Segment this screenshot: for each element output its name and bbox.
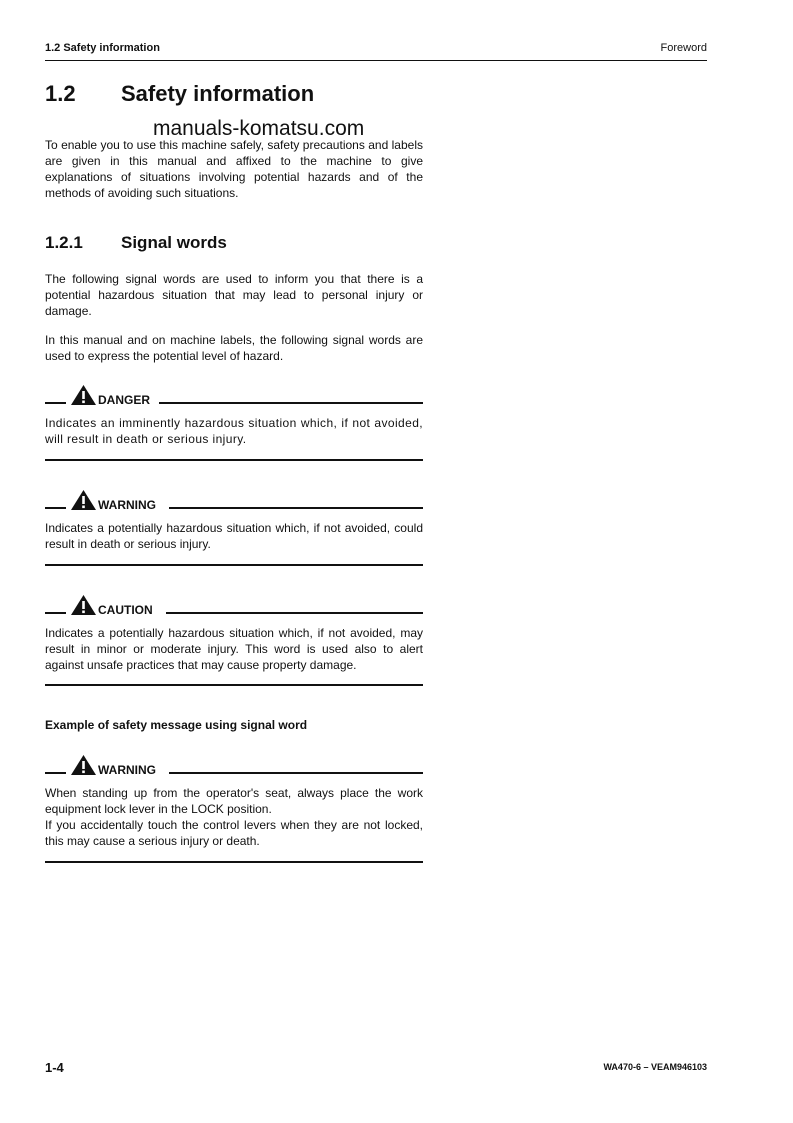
danger-bottom-rule bbox=[45, 459, 423, 461]
example-title: Example of safety message using signal word bbox=[45, 718, 308, 732]
danger-heading bbox=[45, 385, 423, 407]
watermark: manuals-komatsu.com bbox=[153, 117, 365, 140]
subsection-number: 1.2.1 bbox=[45, 233, 83, 252]
subsection-text: Signal words bbox=[121, 233, 227, 252]
caution-bottom-rule bbox=[45, 684, 423, 686]
caution-description: Indicates a potentially hazardous situation which, if not avoided, may result in minor or moderate injury. This word is used also to alert against unsafe practices that may cause property damage. bbox=[45, 626, 423, 672]
example-message-line-2: If you accidentally touch the control levers when they are not locked, this may cause a serious injury or death. bbox=[45, 818, 423, 848]
warning-triangle-icon bbox=[70, 384, 97, 406]
danger-label: DANGER bbox=[98, 393, 151, 407]
example-warning-label: WARNING bbox=[98, 763, 156, 777]
signal-intro-paragraph-2: In this manual and on machine labels, the following signal words are used to express the potential level of hazard. bbox=[45, 333, 423, 363]
warning-bottom-rule bbox=[45, 564, 423, 566]
warning-triangle-icon bbox=[70, 754, 97, 776]
example-message-line-1: When standing up from the operator's seat, always place the work equipment lock lever in the LOCK position. bbox=[45, 786, 423, 816]
subsection-title bbox=[45, 233, 227, 253]
caution-label: CAUTION bbox=[98, 603, 153, 617]
page-title-number: 1.2 bbox=[45, 81, 76, 106]
signal-intro-paragraph-1: The following signal words are used to inform you that there is a potential hazardous situation that may lead to personal injury or damage. bbox=[45, 272, 423, 318]
danger-description: Indicates an imminently hazardous situation which, if not avoided, will result in death or serious injury. bbox=[45, 416, 423, 446]
caution-heading bbox=[45, 595, 423, 617]
header-section-title: 1.2 Safety information bbox=[45, 42, 160, 54]
document-code: WA470-6 – VEAM946103 bbox=[603, 1062, 707, 1072]
warning-triangle-icon bbox=[70, 594, 97, 616]
page-title-text: Safety information bbox=[121, 81, 315, 106]
warning-description: Indicates a potentially hazardous situation which, if not avoided, could result in death or serious injury. bbox=[45, 521, 423, 551]
intro-paragraph: To enable you to use this machine safely, safety precautions and labels are given in this manual and affixed to the machine to give explanations of situations involving potential hazards and of the methods of avoiding such situations. bbox=[45, 138, 423, 200]
header-chapter: Foreword bbox=[660, 42, 707, 54]
page-number: 1-4 bbox=[45, 1060, 64, 1075]
page-title bbox=[45, 81, 314, 107]
warning-label: WARNING bbox=[98, 498, 156, 512]
example-bottom-rule bbox=[45, 861, 423, 863]
header-divider bbox=[45, 60, 707, 61]
example-warning-heading bbox=[45, 755, 423, 777]
warning-heading bbox=[45, 490, 423, 512]
warning-triangle-icon bbox=[70, 489, 97, 511]
